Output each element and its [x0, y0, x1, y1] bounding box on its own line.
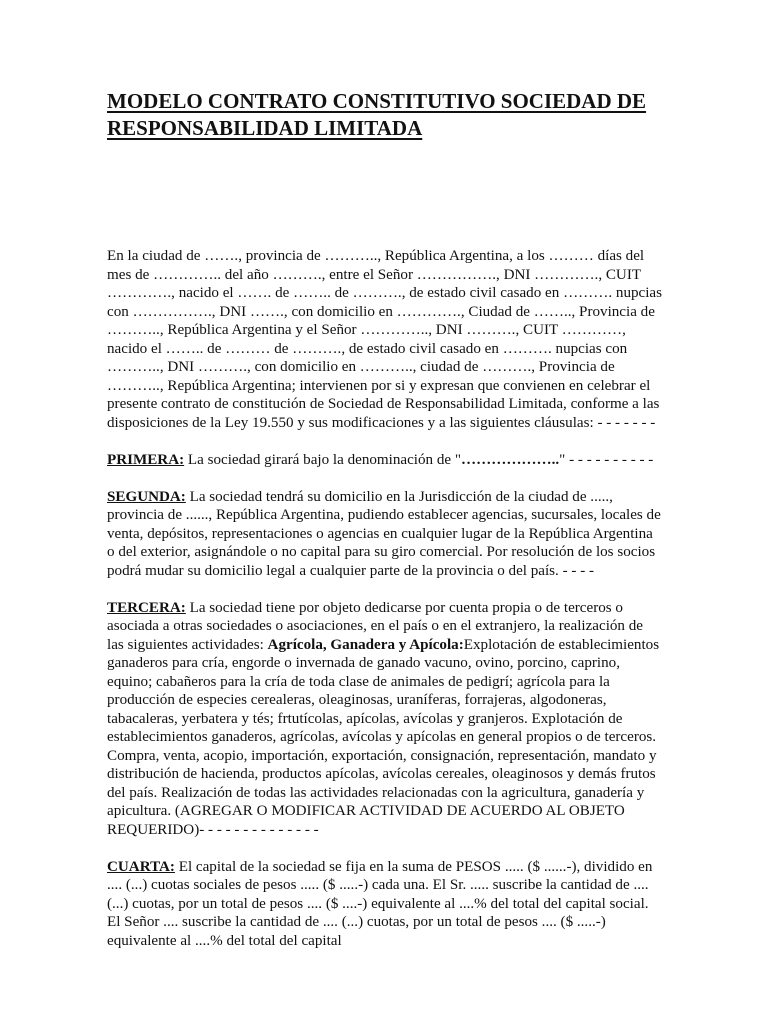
- clause-primera-name-placeholder: ………………..: [461, 451, 560, 468]
- clause-primera-text-before: La sociedad girará bajo la denominación de ": [184, 451, 462, 468]
- clause-segunda-text: La sociedad tendrá su domicilio en la Jurisdicción de la ciudad de ....., provincia de ......, República Argentina, pudiendo establecer agencias, sucursales, locales de venta, depósitos, representaciones o agencias en cualquier lugar de la República Argentina o del exterior, asignándole o no capital para su giro comercial. Por resolución de los socios podrá mudar su domicilio legal a cualquier parte de la provincia o del país. - - - -: [107, 488, 661, 579]
- clause-primera-label: PRIMERA:: [107, 451, 185, 468]
- intro-paragraph: En la ciudad de ……., provincia de ……….., República Argentina, a los ……… días del mes de ………….. del año ………., entre el Señor ……………., DNI …………., CUIT …………., nacido el ……. de …….. de ………., de estado civil casado en ………. nupcias con ……………., DNI ……., con domicilio en …………., Ciudad de …….., Provincia de ……….., República Argentina y el Señor ………….., DNI ………., CUIT …………, nacido el …….. de ……… de ………., de estado civil casado en ………. nupcias con ……….., DNI ………., con domicilio en ……….., ciudad de ………., Provincia de ……….., República Argentina; intervienen por si y expresan que convienen en celebrar el presente contrato de constitución de Sociedad de Responsabilidad Limitada, conforme a las disposiciones de la Ley 19.550 y sus modificaciones y a las siguientes cláusulas: - - - - - - -: [107, 248, 662, 431]
- clause-tercera: [107, 599, 663, 840]
- clause-tercera-text-before: La sociedad tiene por objeto dedicarse por cuenta propia o de terceros o asociada a otras sociedades o asociaciones, en el país o en el extranjero, la realización de las siguientes actividades:: [107, 599, 643, 653]
- clause-tercera-label: TERCERA:: [107, 599, 186, 616]
- clause-tercera-activity-title: Agrícola, Ganadera y Apícola:: [267, 636, 464, 653]
- clause-cuarta-text: El capital de la sociedad se fija en la suma de PESOS ..... ($ ......-), dividido en .... (...) cuotas sociales de pesos ..... ($ .....-) cada una. El Sr. ..... suscribe la cantidad de .... (...) cuotas, por un total de pesos .... ($ ....-) equivalente al ....% del total del capital social. El Señor .... suscribe la cantidad de .... (...) cuotas, por un total de pesos .... ($ .....-) equivalente al ....% del total del capital: [107, 858, 653, 949]
- clause-segunda: [107, 488, 663, 581]
- clause-segunda-label: SEGUNDA:: [107, 488, 186, 505]
- document-body: [107, 247, 663, 969]
- clause-primera-text-after: " - - - - - - - - - -: [559, 451, 654, 468]
- clause-tercera-text-after: Explotación de establecimientos ganaderos para cría, engorde o invernada de ganado vacuno, ovino, porcino, caprino, equino; cabañeros para la cría de toda clase de animales de pedigrí; agrícola para la producción de especies cerealeras, oleaginosas, uraníferas, forrajeras, algodoneras, tabacaleras, yerbatera y tés; frtutícolas, apícolas, avícolas y granjeros. Explotación de establecimientos ganaderos, agrícolas, avícolas y apícolas en general propios o de terceros. Compra, venta, acopio, importación, exportación, consignación, representación, mandato y distribución de hacienda, productos apícolas, avícolas cereales, oleaginosos y demás frutos del país. Realización de todas las actividades relacionadas con la agricultura, ganadería y apicultura. (AGREGAR O MODIFICAR ACTIVIDAD DE ACUERDO AL OBJETO REQUERIDO)- - - - - - - - - - - - - -: [107, 636, 660, 838]
- clause-cuarta: [107, 858, 663, 951]
- document-title: MODELO CONTRATO CONSTITUTIVO SOCIEDAD DE RESPONSABILIDAD LIMITADA: [107, 89, 647, 140]
- clause-cuarta-label: CUARTA:: [107, 858, 175, 875]
- clause-primera: [107, 451, 663, 470]
